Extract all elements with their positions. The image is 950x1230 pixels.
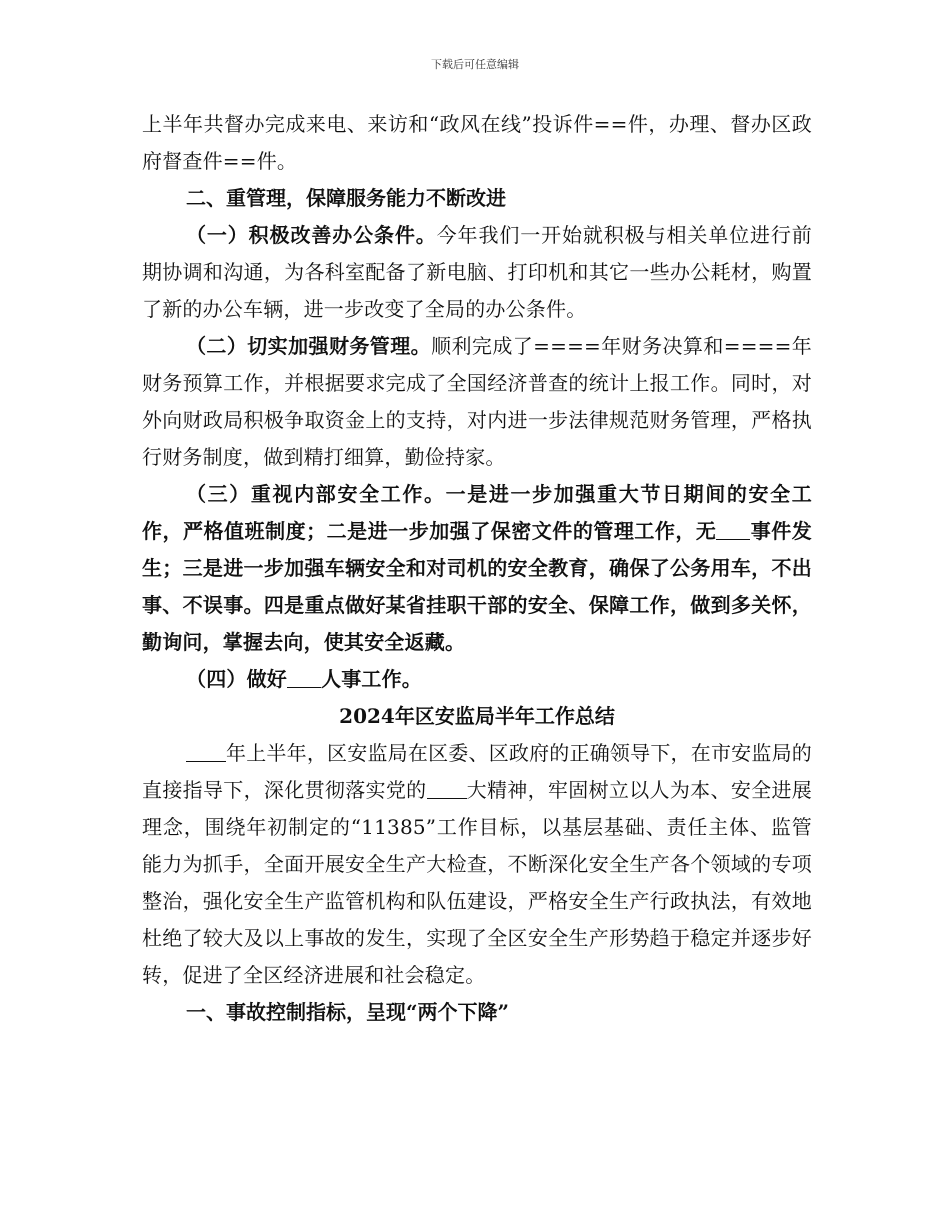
paragraph-text-finance: 顺利完成了====年财务决算和====年财务预算工作，并根据要求完成了全国经济普查的统计上报工作。同时，对外向财政局积极争取资金上的支持，对内进一步法律规范财务管理，严格执行财务制度，做到精打细算，勤俭持家。 <box>142 334 813 469</box>
paragraph-text-personnel-b: 人事工作。 <box>321 667 422 691</box>
fill-blank <box>427 778 467 799</box>
fill-blank <box>186 741 226 762</box>
fill-blank <box>287 667 321 688</box>
document-title: 2024年区安监局半年工作总结 <box>339 704 615 728</box>
paragraph-internal-safety <box>142 476 812 661</box>
page-header-note: 下载后可任意编辑 <box>431 58 519 71</box>
paragraph-office-conditions <box>142 217 812 328</box>
paragraph-lead-office: （一）积极改善办公条件。 <box>186 223 437 247</box>
fill-blank <box>716 519 750 540</box>
paragraph-text-personnel-a: （四）做好 <box>186 667 287 691</box>
paragraph-text-summary-b: 大精神，牢固树立以人为本、安全进展理念，围绕年初制定的“11385”工作目标，以基层基础、责任主体、监管能力为抓手，全面开展安全生产大检查，不断深化安全生产各个领域的专项整治，强化安全生产监管机构和队伍建设，严格安全生产行政执法，有效地杜绝了较大及以上事故的发生，实现了全区安全生产形势趋于稳定并逐步好转，促进了全区经济进展和社会稳定。 <box>142 778 812 987</box>
paragraph-finance <box>142 328 812 476</box>
paragraph-text-summary-a: 年上半年，区安监局在区委、区政府的正确领导下，在市安监局的直接指导下，深化贯彻落实党的 <box>142 741 812 802</box>
paragraph-lead-finance: （二）切实加强财务管理。 <box>186 334 432 358</box>
paragraph-text-safety-a: （三）重视内部安全工作。一是进一步加强重大节日期间的安全工作，严格值班制度；二是进一步加强了保密文件的管理工作，无 <box>142 482 812 543</box>
paragraph-text-office: 今年我们一开始就积极与相关单位进行前期协调和沟通，为各科室配备了新电脑、打印机和其它一些办公耗材，购置了新的办公车辆，进一步改变了全局的办公条件。 <box>142 223 812 321</box>
paragraph-text-safety-b: 事件发生；三是进一步加强车辆安全和对司机的安全教育，确保了公务用车，不出事、不误事。四是重点做好某省挂职干部的安全、保障工作，做到多关怀，勤询问，掌握去向，使其安全返藏。 <box>142 519 812 654</box>
paragraph-personnel <box>142 661 812 698</box>
paragraph-summary <box>142 735 812 994</box>
document-body <box>142 106 812 1031</box>
section-heading-accident-control: 一、事故控制指标，呈现“两个下降” <box>186 1000 510 1024</box>
section-heading-management: 二、重管理，保障服务能力不断改进 <box>186 186 506 210</box>
paragraph-complaints: 上半年共督办完成来电、来访和“政风在线”投诉件==件，办理、督办区政府督查件==件。 <box>142 112 812 173</box>
